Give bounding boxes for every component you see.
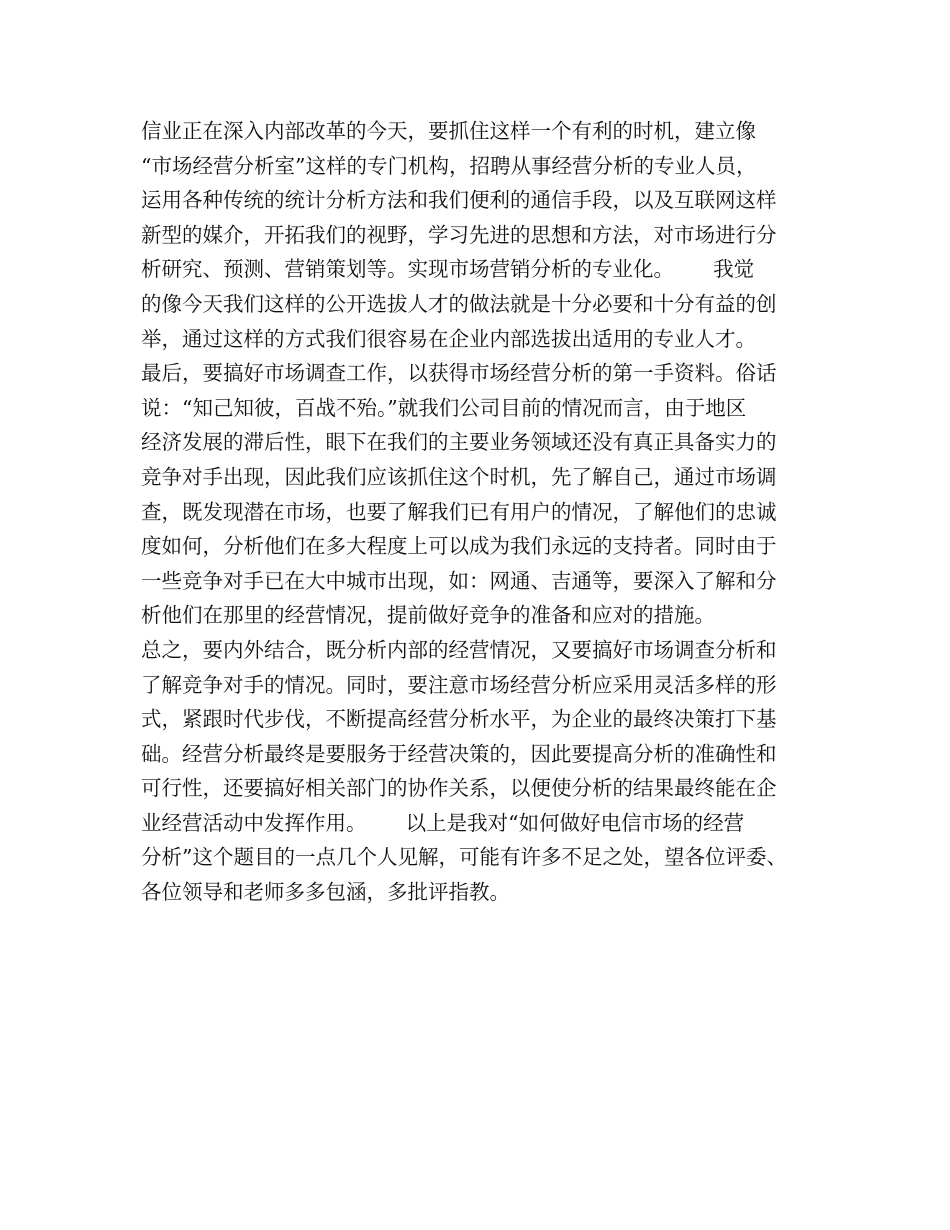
text-line: “市场经营分析室”这样的专门机构，招聘从事经营分析的专业人员， [141,153,757,178]
text-line: 说：“知己知彼，百战不殆。”就我们公司目前的情况而言，由于地区 [141,395,747,420]
text-line: 信业正在深入内部改革的今天，要抓住这样一个有利的时机，建立像 [141,119,756,143]
text-line: 分析”这个题目的一点几个人见解，可能有许多不足之处，望各位评委、 [141,845,787,870]
text-line: 的像今天我们这样的公开选拔人才的做法就是十分必要和十分有益的创 [141,291,777,316]
text-line: 可行性，还要搞好相关部门的协作关系，以便使分析的结果最终能在企 [141,776,777,801]
text-line: 业经营活动中发挥作用。 以上是我对“如何做好电信市场的经营 [141,810,745,835]
text-line: 运用各种传统的统计分析方法和我们便利的通信手段，以及互联网这样 [141,188,777,213]
body-text [141,114,841,910]
text-line: 最后，要搞好市场调查工作，以获得市场经营分析的第一手资料。俗话 [141,361,777,386]
text-line: 一些竞争对手已在大中城市出现，如：网通、吉通等，要深入了解和分 [141,568,777,593]
text-line: 竞争对手出现，因此我们应该抓住这个时机，先了解自己，通过市场调 [141,464,777,489]
text-line: 度如何，分析他们在多大程度上可以成为我们永远的支持者。同时由于 [141,534,777,559]
text-line: 查，既发现潜在市场，也要了解我们已有用户的情况，了解他们的忠诚 [141,499,777,524]
text-line: 了解竞争对手的情况。同时，要注意市场经营分析应采用灵活多样的形 [141,672,777,697]
text-line: 举，通过这样的方式我们很容易在企业内部选拔出适用的专业人才。 [141,326,756,351]
text-line: 新型的媒介，开拓我们的视野，学习先进的思想和方法，对市场进行分 [141,222,777,247]
text-line: 析他们在那里的经营情况，提前做好竞争的准备和应对的措施。 [141,603,715,628]
text-line: 析研究、预测、营销策划等。实现市场营销分析的专业化。 我觉 [141,257,755,282]
text-line: 各位领导和老师多多包涵，多批评指教。 [141,880,510,905]
text-line: 总之，要内外结合，既分析内部的经营情况，又要搞好市场调查分析和 [141,637,777,662]
text-line: 经济发展的滞后性，眼下在我们的主要业务领域还没有真正具备实力的 [141,430,777,455]
text-line: 式，紧跟时代步伐，不断提高经营分析水平，为企业的最终决策打下基 [141,707,777,732]
text-line: 础。经营分析最终是要服务于经营决策的，因此要提高分析的准确性和 [141,741,777,766]
